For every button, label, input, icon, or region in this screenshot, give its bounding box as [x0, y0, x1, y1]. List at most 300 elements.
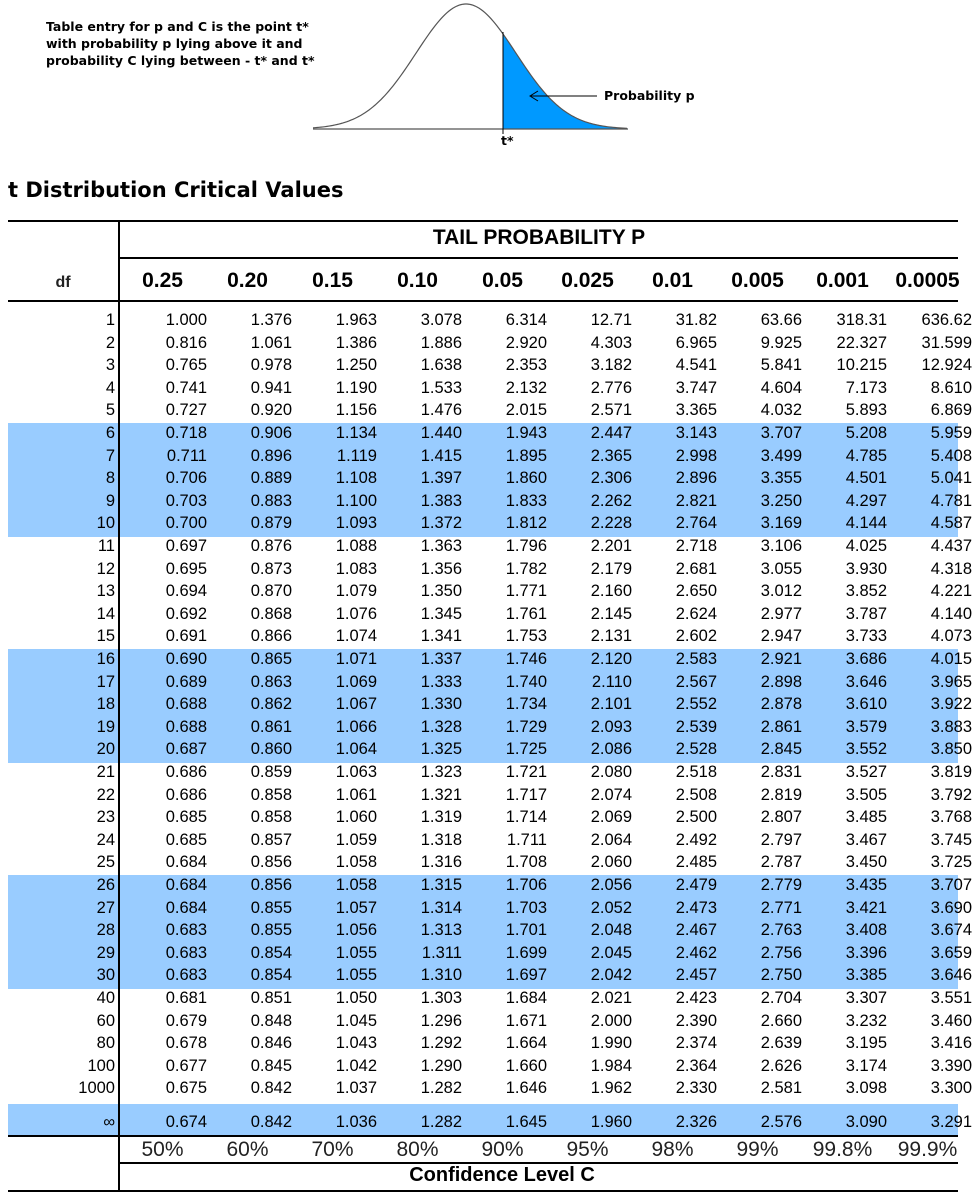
critical-value-cell: 4.303	[590, 333, 632, 352]
critical-value-cell: 1.533	[420, 378, 462, 397]
tail-probability-column-header: 0.001	[816, 269, 869, 292]
critical-value-cell: 2.160	[590, 582, 632, 601]
critical-value-cell: 0.674	[165, 1113, 207, 1131]
critical-value-cell: 1.310	[420, 966, 462, 985]
df-cell: 6	[105, 424, 115, 442]
critical-value-cell: 0.816	[165, 333, 207, 352]
critical-value-cell: 0.686	[165, 763, 207, 781]
df-cell: 8	[105, 469, 115, 488]
df-cell: 21	[96, 763, 115, 781]
critical-value-cell: 1.061	[335, 785, 377, 804]
critical-value-cell: 5.408	[930, 446, 972, 465]
df-cell: 60	[96, 1011, 115, 1030]
critical-value-cell: 12.71	[590, 311, 632, 329]
critical-value-cell: 2.581	[760, 1079, 802, 1098]
critical-value-cell: 2.479	[675, 876, 717, 894]
critical-value-cell: 1.963	[335, 311, 377, 329]
tail-probability-column-header: 0.025	[561, 269, 614, 292]
critical-value-cell: 4.073	[930, 627, 972, 646]
critical-value-cell: 4.140	[930, 604, 972, 623]
note-line: Table entry for p and C is the point t*	[46, 19, 309, 34]
critical-value-cell: 2.539	[675, 717, 717, 736]
tail-probability-column-header: 0.20	[227, 269, 268, 292]
critical-value-cell: 5.959	[930, 424, 972, 442]
critical-value-cell: 2.021	[590, 989, 632, 1007]
critical-value-cell: 1.333	[420, 672, 462, 691]
df-cell: 15	[96, 627, 115, 646]
critical-value-cell: 2.756	[760, 943, 802, 962]
table-row	[8, 445, 972, 468]
critical-value-cell: 3.707	[760, 424, 802, 442]
confidence-level-cell: 50%	[141, 1138, 184, 1161]
critical-value-cell: 3.355	[760, 469, 802, 488]
critical-value-cell: 1.703	[505, 898, 547, 917]
df-cell: 10	[96, 514, 115, 533]
critical-value-cell: 0.846	[250, 1034, 292, 1053]
critical-value-cell: 1.066	[335, 717, 377, 736]
confidence-level-title: Confidence Level C	[409, 1164, 595, 1186]
critical-value-cell: 0.677	[165, 1056, 207, 1075]
critical-value-cell: 0.906	[250, 424, 292, 442]
critical-value-cell: 1.350	[420, 582, 462, 601]
critical-value-cell: 1.296	[420, 1011, 462, 1030]
df-cell: 9	[105, 491, 115, 510]
tail-probability-column-header: 0.005	[731, 269, 784, 292]
critical-value-cell: 0.718	[165, 424, 207, 442]
critical-value-cell: 3.707	[930, 876, 972, 894]
critical-value-cell: 1.812	[505, 514, 547, 533]
critical-value-cell: 1.071	[335, 650, 377, 668]
critical-value-cell: 3.646	[930, 966, 972, 985]
critical-value-cell: 1.376	[250, 311, 292, 329]
critical-value-cell: 3.686	[845, 650, 887, 668]
critical-value-cell: 4.437	[930, 537, 972, 555]
critical-value-cell: 318.31	[836, 311, 887, 329]
critical-value-cell: 4.032	[760, 401, 802, 420]
table-row	[8, 1077, 972, 1100]
critical-value-cell: 1.729	[505, 717, 547, 736]
critical-value-cell: 1.058	[335, 876, 377, 894]
critical-value-cell: 0.870	[250, 582, 292, 601]
critical-value-cell: 1.064	[335, 740, 377, 759]
critical-value-cell: 0.678	[165, 1034, 207, 1053]
df-header: df	[55, 274, 71, 291]
critical-value-cell: 2.473	[675, 898, 717, 917]
critical-value-cell: 1.761	[505, 604, 547, 623]
df-cell: 100	[87, 1056, 115, 1075]
table-row	[8, 964, 972, 987]
critical-value-cell: 2.447	[590, 424, 632, 442]
df-cell: 1	[105, 311, 115, 329]
distribution-figure	[0, 0, 964, 160]
critical-value-cell: 3.579	[845, 717, 887, 736]
df-cell: 11	[97, 537, 115, 555]
critical-value-cell: 0.865	[250, 650, 292, 668]
critical-value-cell: 63.66	[760, 311, 802, 329]
critical-value-cell: 1.321	[420, 785, 462, 804]
critical-value-cell: 2.110	[591, 672, 632, 691]
critical-value-cell: 2.042	[590, 966, 632, 985]
critical-value-cell: 1.984	[590, 1056, 632, 1075]
critical-value-cell: 2.518	[675, 763, 717, 781]
critical-value-cell: 3.090	[845, 1113, 887, 1131]
critical-value-cell: 3.416	[930, 1034, 972, 1053]
critical-value-cell: 0.848	[250, 1011, 292, 1030]
table-row	[8, 490, 972, 513]
critical-value-cell: 5.841	[760, 356, 802, 375]
critical-value-cell: 2.896	[675, 469, 717, 488]
critical-value-cell: 1.771	[505, 582, 547, 601]
critical-value-cell: 1.833	[505, 491, 547, 510]
critical-value-cell: 1.079	[335, 582, 377, 601]
critical-value-cell: 1.316	[420, 853, 462, 872]
critical-value-cell: 2.353	[505, 356, 547, 375]
critical-value-cell: 0.855	[250, 921, 292, 940]
rule	[120, 257, 958, 259]
critical-value-cell: 3.408	[845, 921, 887, 940]
critical-value-cell: 5.208	[845, 424, 887, 442]
critical-value-cell: 2.528	[675, 740, 717, 759]
critical-value-cell: 3.078	[420, 311, 462, 329]
critical-value-cell: 4.318	[930, 559, 972, 578]
critical-value-cell: 0.703	[165, 491, 207, 510]
tstar-label: t*	[501, 133, 514, 148]
confidence-level-cell: 99%	[736, 1138, 779, 1161]
df-cell: 16	[96, 650, 115, 668]
critical-value-cell: 636.62	[921, 311, 972, 329]
table-row	[8, 897, 972, 920]
confidence-level-cell: 60%	[226, 1138, 269, 1161]
critical-value-cell: 0.711	[166, 446, 207, 465]
critical-value-cell: 3.930	[845, 559, 887, 578]
rule	[8, 1135, 958, 1137]
critical-value-cell: 0.691	[165, 627, 207, 646]
critical-value-cell: 0.854	[250, 966, 292, 985]
critical-value-cell: 1.725	[505, 740, 547, 759]
confidence-level-cell: 90%	[481, 1138, 524, 1161]
critical-value-cell: 3.467	[845, 830, 887, 849]
critical-value-cell: 1.134	[335, 424, 377, 442]
critical-value-cell: 0.879	[250, 514, 292, 533]
critical-value-cell: 1.476	[420, 401, 462, 420]
table-row	[8, 558, 972, 581]
critical-value-cell: 3.733	[845, 627, 887, 646]
critical-value-cell: 0.684	[165, 853, 207, 872]
critical-value-cell: 4.144	[845, 514, 887, 533]
critical-value-cell: 4.604	[760, 378, 802, 397]
critical-value-cell: 3.300	[930, 1079, 972, 1098]
critical-value-cell: 6.314	[505, 311, 547, 329]
table-row	[8, 1010, 972, 1033]
critical-value-cell: 1.060	[335, 808, 377, 827]
critical-value-cell: 1.330	[420, 695, 462, 714]
critical-value-cell: 1.313	[420, 921, 462, 940]
critical-value-cell: 2.048	[590, 921, 632, 940]
critical-value-cell: 2.080	[590, 763, 632, 781]
critical-value-cell: 1.323	[420, 763, 462, 781]
critical-value-cell: 2.069	[590, 808, 632, 827]
critical-value-cell: 3.396	[845, 943, 887, 962]
tail-probability-column-header: 0.05	[482, 269, 523, 292]
critical-value-cell: 3.499	[760, 446, 802, 465]
critical-value-cell: 0.695	[165, 559, 207, 578]
critical-value-cell: 4.221	[930, 582, 972, 601]
rule	[8, 300, 958, 302]
critical-value-cell: 1.714	[505, 808, 547, 827]
critical-value-cell: 0.889	[250, 469, 292, 488]
tail-probability-column-header: 0.01	[652, 269, 693, 292]
critical-value-cell: 31.82	[675, 311, 717, 329]
table-row	[8, 987, 972, 1010]
critical-value-cell: 0.861	[250, 717, 292, 736]
critical-value-cell: 2.718	[675, 537, 717, 555]
critical-value-cell: 1.303	[420, 989, 462, 1007]
critical-value-cell: 1.056	[335, 921, 377, 940]
critical-value-cell: 2.423	[675, 989, 717, 1007]
critical-value-cell: 3.674	[930, 921, 972, 940]
critical-value-cell: 2.771	[760, 898, 802, 917]
critical-value-cell: 2.750	[760, 966, 802, 985]
critical-value-cell: 0.706	[165, 469, 207, 488]
critical-value-cell: 0.842	[250, 1079, 292, 1098]
critical-value-cell: 2.998	[675, 446, 717, 465]
tail-probability-column-header: 0.25	[142, 269, 183, 292]
critical-value-cell: 1.341	[420, 627, 462, 646]
critical-value-cell: 2.819	[760, 785, 802, 804]
critical-value-cell: 1.059	[335, 830, 377, 849]
probability-label: Probability p	[604, 88, 695, 103]
critical-value-cell: 0.845	[250, 1056, 292, 1075]
critical-value-cell: 0.896	[250, 446, 292, 465]
critical-value-cell: 3.365	[675, 401, 717, 420]
critical-value-cell: 2.947	[760, 627, 802, 646]
confidence-level-cell: 95%	[566, 1138, 609, 1161]
critical-value-cell: 1.088	[335, 537, 377, 555]
critical-value-cell: 0.842	[250, 1113, 292, 1131]
critical-value-cell: 8.610	[930, 378, 972, 397]
critical-value-cell: 1.083	[335, 559, 377, 578]
df-cell: 3	[105, 356, 115, 375]
critical-value-cell: 2.583	[675, 650, 717, 668]
table-row	[8, 829, 972, 852]
critical-value-cell: 2.763	[760, 921, 802, 940]
critical-value-cell: 1.699	[505, 943, 547, 962]
critical-value-cell: 2.571	[590, 401, 632, 420]
table-row	[8, 784, 972, 807]
critical-value-cell: 0.727	[165, 401, 207, 420]
df-cell: 2	[105, 333, 115, 352]
df-cell: 20	[96, 740, 115, 759]
critical-value-cell: 2.807	[760, 808, 802, 827]
critical-value-cell: 3.291	[930, 1113, 972, 1131]
critical-value-cell: 22.327	[836, 333, 887, 352]
note-line: with probability p lying above it and	[46, 36, 303, 51]
critical-value-cell: 1.063	[335, 763, 377, 781]
critical-value-cell: 2.326	[675, 1113, 717, 1131]
critical-value-cell: 4.785	[845, 446, 887, 465]
critical-value-cell: 1.383	[420, 491, 462, 510]
critical-value-cell: 1.386	[335, 333, 377, 352]
critical-value-cell: 0.862	[250, 695, 292, 714]
critical-value-cell: 1.156	[335, 401, 377, 420]
critical-value-cell: 4.587	[930, 514, 972, 533]
critical-value-cell: 1.796	[505, 537, 547, 555]
table-row	[8, 806, 972, 829]
critical-value-cell: 9.925	[760, 333, 802, 352]
critical-value-cell: 3.421	[845, 898, 887, 917]
critical-value-cell: 1.074	[335, 627, 377, 646]
critical-value-cell: 6.965	[675, 333, 717, 352]
critical-value-cell: 0.856	[250, 853, 292, 872]
critical-value-cell: 2.878	[760, 695, 802, 714]
df-cell: 26	[96, 876, 115, 894]
critical-value-cell: 3.098	[845, 1079, 887, 1098]
critical-value-cell: 0.858	[250, 808, 292, 827]
table-row	[8, 942, 972, 965]
critical-value-cell: 3.819	[930, 763, 972, 781]
confidence-level-cell: 99.9%	[897, 1138, 958, 1161]
df-cell: 1000	[78, 1079, 115, 1098]
critical-value-cell: 0.675	[165, 1079, 207, 1098]
critical-value-cell: 2.776	[590, 378, 632, 397]
critical-value-cell: 2.179	[590, 559, 632, 578]
critical-value-cell: 2.650	[675, 582, 717, 601]
critical-value-cell: 1.684	[505, 989, 547, 1007]
critical-value-cell: 2.602	[675, 627, 717, 646]
critical-value-cell: 3.922	[930, 695, 972, 714]
critical-value-cell: 0.765	[165, 356, 207, 375]
tail-probability-column-header: 0.15	[312, 269, 353, 292]
critical-value-cell: 4.297	[845, 491, 887, 510]
critical-value-cell: 1.746	[505, 650, 547, 668]
critical-value-cell: 3.232	[845, 1011, 887, 1030]
critical-value-cell: 0.856	[250, 876, 292, 894]
critical-value-cell: 1.036	[335, 1113, 377, 1131]
critical-value-cell: 1.315	[420, 876, 462, 894]
table-row	[8, 377, 972, 400]
critical-value-cell: 1.042	[335, 1056, 377, 1075]
critical-value-cell: 1.753	[505, 627, 547, 646]
critical-value-cell: 3.850	[930, 740, 972, 759]
critical-value-cell: 2.052	[590, 898, 632, 917]
critical-value-cell: 1.782	[505, 559, 547, 578]
df-cell: 12	[96, 559, 115, 578]
critical-value-cell: 1.895	[505, 446, 547, 465]
critical-value-cell: 2.779	[760, 876, 802, 894]
table-row	[8, 603, 972, 626]
critical-value-cell: 3.182	[590, 356, 632, 375]
critical-value-cell: 2.626	[760, 1056, 802, 1075]
critical-value-cell: 0.941	[250, 378, 292, 397]
df-cell: 4	[105, 378, 115, 397]
critical-value-cell: 1.055	[335, 966, 377, 985]
critical-value-cell: 4.781	[930, 491, 972, 510]
table-row	[8, 512, 972, 535]
critical-value-cell: 0.688	[165, 717, 207, 736]
critical-value-cell: 1.711	[506, 830, 547, 849]
critical-value-cell: 2.201	[590, 537, 632, 555]
table-row	[8, 422, 972, 445]
critical-value-cell: 1.250	[335, 356, 377, 375]
critical-value-cell: 2.861	[760, 717, 802, 736]
df-cell: 13	[96, 582, 115, 601]
critical-value-cell: 2.921	[760, 650, 802, 668]
critical-value-cell: 2.101	[590, 695, 632, 714]
critical-value-cell: 0.866	[250, 627, 292, 646]
tail-probability-header: TAIL PROBABILITY P	[432, 226, 646, 249]
critical-value-cell: 1.664	[505, 1034, 547, 1053]
critical-value-cell: 1.645	[505, 1113, 547, 1131]
df-cell: 5	[105, 401, 115, 420]
critical-value-cell: 1.093	[335, 514, 377, 533]
critical-value-cell: 1.660	[505, 1056, 547, 1075]
critical-value-cell: 2.797	[760, 830, 802, 849]
critical-value-cell: 1.717	[505, 785, 547, 804]
critical-value-cell: 1.671	[505, 1011, 547, 1030]
note-line: probability C lying between - t* and t*	[46, 53, 315, 68]
critical-value-cell: 2.145	[590, 604, 632, 623]
critical-value-cell: 0.685	[165, 808, 207, 827]
critical-value-cell: 0.694	[165, 582, 207, 601]
critical-value-cell: 3.055	[760, 559, 802, 578]
density-curve	[313, 4, 627, 128]
critical-value-cell: 3.169	[760, 514, 802, 533]
table-row	[8, 580, 972, 603]
critical-value-cell: 0.683	[165, 966, 207, 985]
critical-value-cell: 2.131	[590, 627, 632, 646]
rule	[8, 220, 958, 222]
critical-value-cell: 2.365	[590, 446, 632, 465]
critical-value-cell: 0.860	[250, 740, 292, 759]
critical-value-cell: 1.734	[505, 695, 547, 714]
critical-value-cell: 1.100	[335, 491, 377, 510]
critical-value-cell: 1.318	[420, 830, 462, 849]
table-row	[8, 738, 972, 761]
critical-value-cell: 1.061	[250, 333, 292, 352]
critical-value-cell: 2.000	[590, 1011, 632, 1030]
df-cell: 29	[96, 943, 115, 962]
critical-value-cell: 4.025	[845, 537, 887, 555]
critical-value-cell: 2.920	[505, 333, 547, 352]
critical-value-cell: 0.700	[165, 514, 207, 533]
table-row	[8, 1055, 972, 1078]
critical-value-cell: 1.314	[420, 898, 462, 917]
df-cell: 27	[96, 898, 115, 917]
critical-value-cell: 3.646	[845, 672, 887, 691]
critical-value-cell: 1.325	[420, 740, 462, 759]
critical-value-cell: 3.792	[930, 785, 972, 804]
table-row	[8, 919, 972, 942]
df-cell: 14	[96, 604, 115, 623]
critical-value-cell: 3.143	[675, 424, 717, 442]
tail-probability-column-header: 0.0005	[895, 269, 960, 292]
critical-value-cell: 2.330	[675, 1079, 717, 1098]
critical-value-cell: 3.195	[845, 1034, 887, 1053]
critical-value-cell: 1.646	[505, 1079, 547, 1098]
critical-value-cell: 1.108	[335, 469, 377, 488]
critical-value-cell: 2.831	[760, 763, 802, 781]
table-row	[8, 1108, 972, 1136]
critical-value-cell: 2.060	[590, 853, 632, 872]
df-cell: ∞	[103, 1113, 115, 1131]
critical-value-cell: 1.638	[420, 356, 462, 375]
critical-value-cell: 2.485	[675, 853, 717, 872]
critical-value-cell: 2.567	[675, 672, 717, 691]
critical-value-cell: 0.858	[250, 785, 292, 804]
critical-value-cell: 1.740	[505, 672, 547, 691]
critical-value-cell: 5.041	[930, 469, 972, 488]
critical-value-cell: 0.857	[250, 830, 292, 849]
